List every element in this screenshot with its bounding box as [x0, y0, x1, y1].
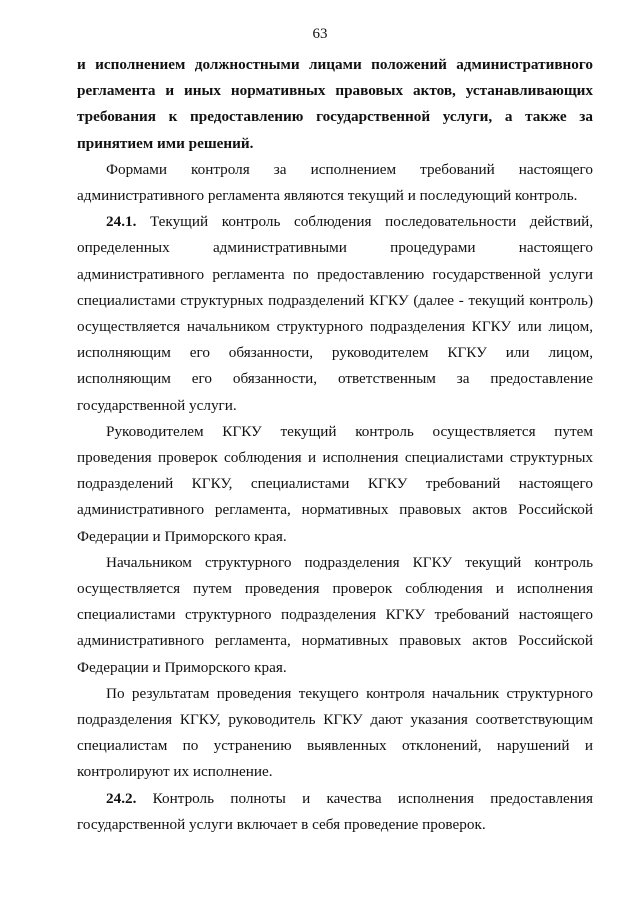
paragraph-24-1 [77, 209, 593, 419]
paragraph-text: Формами контроля за исполнением требований настоящего административного регламента являются текущий и последующий контроль. [77, 160, 593, 205]
paragraph-text: Контроль полноты и качества исполнения предоставления государственной услуги включает в себя проведение проверок. [77, 789, 594, 833]
paragraph-text: По результатам проведения текущего контроля начальник структурного подразделения КГКУ, руководитель КГКУ дают указания соответствующим специалистам по устранению выявленных отклонений, нарушений и контролируют их исполнение. [77, 684, 593, 781]
paragraph-director-control [77, 419, 593, 550]
paragraph-text: Руководителем КГКУ текущий контроль осуществляется путем проведения проверок соблюдения и исполнения специалистами структурных подразделений КГКУ, специалистами КГКУ требований настоящего административного регламента, нормативных правовых актов Российской Федерации и Приморского края. [77, 422, 593, 545]
paragraph-24-2 [77, 786, 593, 838]
page-number: 63 [312, 26, 328, 42]
clause-number: 24.2. [106, 789, 137, 807]
document-body [77, 52, 593, 838]
paragraph-unit-head-control [77, 550, 593, 681]
paragraph-control-results [77, 681, 593, 786]
paragraph-forms-of-control [77, 157, 593, 209]
paragraph-text: Начальником структурного подразделения КГКУ текущий контроль осуществляется путем проведения проверок соблюдения и исполнения специалистами структурного подразделения КГКУ требований настоящего административного регламента, нормативных правовых актов Российской Федерации и Приморского края. [77, 553, 593, 676]
section-heading: и исполнением должностными лицами положений административного регламента и иных нормативных правовых актов, устанавливающих требования к предоставлению государственной услуги, а также за принятием ими решений. [77, 56, 593, 152]
clause-number: 24.1. [106, 213, 137, 231]
paragraph-text: Текущий контроль соблюдения последовательности действий, определенных административными процедурами настоящего административного регламента по предоставлению государственной услуги специалистами структурных подразделений КГКУ (далее - текущий контроль) осуществляется начальником структурного подразделения КГКУ или лицом, исполняющим его обязанности, руководителем КГКУ или лицом, исполняющим его обязанности, ответственным за предоставление государственной услуги. [77, 213, 594, 414]
